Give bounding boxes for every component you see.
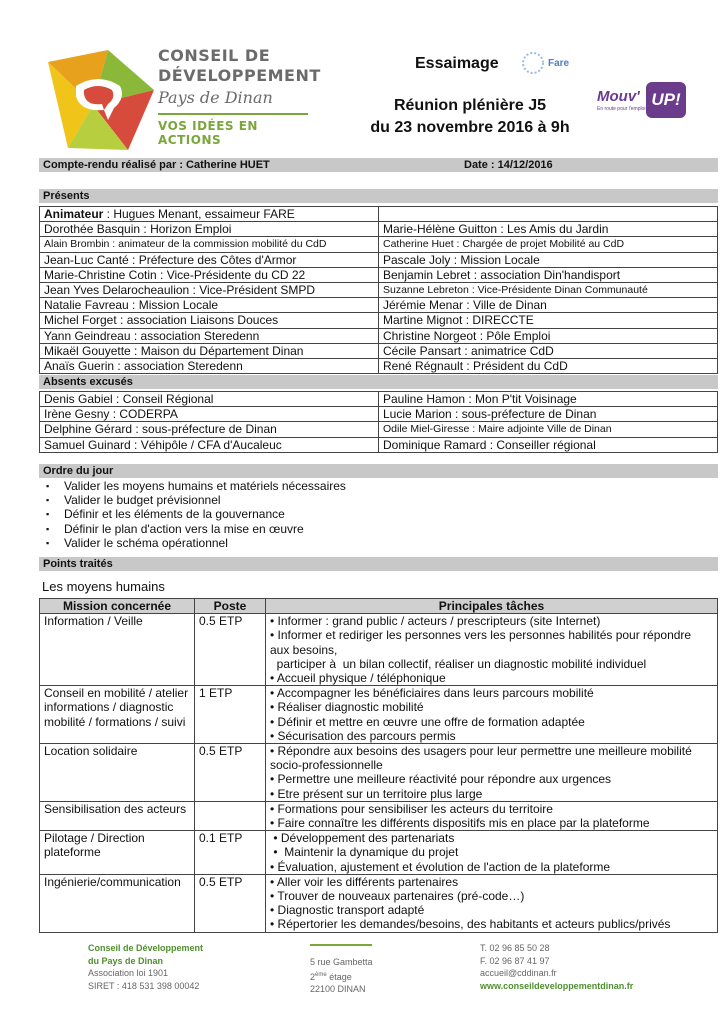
task-line: • Faire connaître les différents dispositifs mis en place par la plateforme: [270, 816, 650, 831]
empty-cell: [379, 207, 718, 222]
table-row: [40, 313, 718, 328]
meeting-line-2: du 23 novembre 2016 à 9h: [370, 119, 570, 136]
mouv-logo-subtitle: En route pour l'emploi: [597, 106, 646, 112]
table-row: [40, 222, 718, 237]
task-line: • Informer : grand public / acteurs / prescripteurs (site Internet): [270, 614, 601, 629]
person-left-cell: Irène Gesny : CODERPA: [40, 407, 379, 422]
table-row: [40, 207, 718, 222]
poste-cell: [195, 801, 266, 830]
table-row: [40, 437, 718, 452]
footer-city: 22100 DINAN: [310, 984, 366, 994]
person-left-cell: Denis Gabiel : Conseil Régional: [40, 392, 379, 407]
poste-cell: 1 ETP: [195, 686, 266, 744]
footer-floor: 2ème étage: [310, 971, 352, 982]
footer-org-name-2: du Pays de Dinan: [88, 955, 164, 966]
task-line: • Réaliser diagnostic mobilité: [270, 700, 424, 715]
task-line: • Répondre aux besoins des usagers pour leur permettre une meilleure mobilité socio-professionnelle: [270, 744, 696, 773]
mouv-logo-text: Mouv': [597, 88, 640, 105]
essaimage-title: Essaimage: [415, 55, 499, 72]
footer-tel: T. 02 96 85 50 28: [480, 943, 550, 953]
table-row: [40, 252, 718, 267]
table-header-row: [40, 599, 718, 614]
agenda-item: ▪ Définir le plan d'action vers la mise en œuvre: [46, 522, 346, 536]
person-right-cell: René Régnault : Président du CdD: [379, 359, 718, 374]
footer-siret: SIRET : 418 531 398 00042: [88, 980, 200, 991]
poste-cell: 0.5 ETP: [195, 744, 266, 802]
poste-cell: 0.5 ETP: [195, 874, 266, 932]
table-row: [40, 359, 718, 374]
person-left-cell: Marie-Christine Cotin : Vice-Présidente du CD 22: [40, 267, 379, 282]
agenda-item: ▪ Valider le budget prévisionnel: [46, 493, 346, 507]
table-row: [40, 267, 718, 282]
person-right-cell: Marie-Hélène Guitton : Les Amis du Jardin: [379, 222, 718, 237]
agenda-bar: [39, 464, 718, 478]
animateur-label: Animateur: [44, 207, 104, 221]
footer-org-status: Association loi 1901: [88, 968, 169, 978]
person-left-cell: Mikaël Gouyette : Maison du Département Dinan: [40, 343, 379, 358]
table-row: [40, 283, 718, 298]
task-line: • Informer et rediriger les personnes vers les personnes habilités pour répondre aux besoins,: [270, 628, 695, 657]
footer-org-name-1: Conseil de Développement: [88, 943, 204, 953]
fare-logo-text: Fare: [548, 58, 570, 69]
person-left-cell: Samuel Guinard : Véhipôle / CFA d'Aucaleuc: [40, 437, 379, 452]
tasks-cell: [266, 874, 718, 932]
person-right-cell: Martine Mignot : DIRECCTE: [379, 313, 718, 328]
speech-bubble-logo-icon: [48, 50, 154, 150]
agenda-item: ▪ Définir et les éléments de la gouvernance: [46, 507, 346, 521]
tasks-cell: [266, 614, 718, 686]
table-row: [40, 831, 718, 875]
presents-table: [39, 206, 718, 374]
tasks-cell: [266, 744, 718, 802]
poste-cell: 0.5 ETP: [195, 614, 266, 686]
footer-street: 5 rue Gambetta: [310, 957, 373, 967]
task-line: • Développement des partenariats: [270, 831, 455, 846]
task-line: • Maintenir la dynamique du projet: [270, 845, 459, 860]
task-line: • Répertorier les demandes/besoins, des habitants et acteurs publics/privés: [270, 917, 671, 932]
table-row: [40, 392, 718, 407]
agenda-title: Ordre du jour: [43, 465, 114, 477]
person-left-cell: Dorothée Basquin : Horizon Emploi: [40, 222, 379, 237]
table-row: [40, 686, 718, 744]
up-logo-badge: UP!: [646, 82, 686, 118]
footer-fax: F. 02 96 87 41 97: [480, 955, 550, 966]
mission-cell: Conseil en mobilité / atelier informations / diagnostic mobilité / formations / suivi: [40, 686, 195, 744]
cdd-logo: [48, 42, 321, 152]
task-line: • Etre présent sur un territoire plus large: [270, 786, 483, 801]
task-line: • Évaluation, ajustement et évolution de l'action de la plateforme: [270, 859, 611, 874]
person-right-cell: Catherine Huet : Chargée de projet Mobilité au CdD: [379, 237, 718, 252]
mission-cell: Sensibilisation des acteurs: [40, 801, 195, 830]
table-row: [40, 614, 718, 686]
person-left-cell: Anaïs Guerin : association Steredenn: [40, 359, 379, 374]
mission-cell: Location solidaire: [40, 744, 195, 802]
person-right-cell: Benjamin Lebret : association Din'handisport: [379, 267, 718, 282]
table-row: [40, 343, 718, 358]
person-right-cell: Christine Norgeot : Pôle Emploi: [379, 328, 718, 343]
person-left-cell: Jean-Luc Canté : Préfecture des Côtes d'Armor: [40, 252, 379, 267]
person-right-cell: Jérémie Menar : Ville de Dinan: [379, 298, 718, 313]
mission-cell: Ingénierie/communication: [40, 874, 195, 932]
logo-line-1: CONSEIL DE: [158, 46, 271, 65]
task-line: • Sécurisation des parcours permis: [270, 728, 456, 743]
person-right-cell: Pascale Joly : Mission Locale: [379, 252, 718, 267]
table-row: [40, 874, 718, 932]
task-line: • Diagnostic transport adapté: [270, 903, 425, 918]
person-right-cell: Pauline Hamon : Mon P'tit Voisinage: [379, 392, 718, 407]
footer-address: [310, 956, 373, 996]
task-line: • Définir et mettre en œuvre une offre de formation adaptée: [270, 714, 585, 729]
footer-website-link[interactable]: www.conseildeveloppementdinan.fr: [480, 980, 634, 991]
person-right-cell: Cécile Pansart : animatrice CdD: [379, 343, 718, 358]
tasks-table: [39, 598, 718, 933]
person-right-cell: Odile Miel-Giresse : Maire adjointe Ville de Dinan: [379, 422, 718, 437]
table-row: [40, 422, 718, 437]
person-left-cell: Jean Yves Delarocheaulion : Vice-Président SMPD: [40, 283, 379, 298]
footer-divider: [310, 944, 372, 946]
tasks-cell: [266, 831, 718, 875]
agenda-list: [46, 479, 346, 550]
header-poste: Poste: [195, 599, 266, 614]
footer-contact: [480, 942, 633, 992]
points-subtitle: Les moyens humains: [42, 579, 165, 594]
presents-title: Présents: [43, 190, 90, 202]
agenda-item: ▪ Valider le schéma opérationnel: [46, 536, 346, 550]
person-right-cell: Suzanne Lebreton : Vice-Présidente Dinan Communauté: [379, 283, 718, 298]
task-line: • Formations pour sensibiliser les acteurs du territoire: [270, 801, 553, 816]
absents-bar: [39, 375, 718, 389]
report-author: Compte-rendu réalisé par : Catherine HUET: [43, 159, 270, 171]
person-left-cell: Michel Forget : association Liaisons Douces: [40, 313, 379, 328]
meeting-line-1: Réunion plénière J5: [393, 97, 547, 114]
task-line: • Accueil physique / téléphonique: [270, 671, 446, 686]
report-date: Date : 14/12/2016: [464, 159, 553, 171]
task-line: • Permettre une meilleure réactivité pour répondre aux urgences: [270, 772, 612, 787]
report-bar: [39, 158, 718, 172]
table-row: [40, 407, 718, 422]
logo-line-2: DÉVELOPPEMENT: [158, 66, 321, 85]
logo-line-4: VOS IDÉES EN ACTIONS: [158, 119, 258, 147]
mission-cell: Pilotage / Direction plateforme: [40, 831, 195, 875]
table-row: [40, 328, 718, 343]
footer-email[interactable]: accueil@cddinan.fr: [480, 968, 557, 978]
logo-line-3: Pays de Dinan: [158, 88, 273, 107]
animateur-value: : Hugues Menant, essaimeur FARE: [103, 207, 295, 221]
agenda-item: ▪ Valider les moyens humains et matériels nécessaires: [46, 479, 346, 493]
points-title: Points traités: [43, 558, 113, 570]
person-left-cell: Yann Geindreau : association Steredenn: [40, 328, 379, 343]
table-row: [40, 237, 718, 252]
tasks-cell: [266, 801, 718, 830]
animateur-cell: [40, 207, 379, 222]
task-line: • Aller voir les différents partenaires: [270, 874, 459, 889]
meeting-title: [350, 95, 590, 139]
task-line: • Accompagner les bénéficiaires dans leurs parcours mobilité: [270, 686, 594, 701]
task-line: participer à un bilan collectif, réaliser un diagnostic mobilité individuel: [270, 656, 647, 671]
person-right-cell: Lucie Marion : sous-préfecture de Dinan: [379, 407, 718, 422]
absents-title: Absents excusés: [43, 376, 133, 388]
header-mission: Mission concernée: [40, 599, 195, 614]
presents-bar: [39, 189, 718, 203]
footer-org: [88, 942, 203, 992]
person-left-cell: Delphine Gérard : sous-préfecture de Dinan: [40, 422, 379, 437]
points-bar: [39, 557, 718, 571]
person-left-cell: Natalie Favreau : Mission Locale: [40, 298, 379, 313]
tasks-cell: [266, 686, 718, 744]
header-tasks: Principales tâches: [266, 599, 718, 614]
poste-cell: 0.1 ETP: [195, 831, 266, 875]
absents-table: [39, 391, 718, 453]
logo-divider: [158, 113, 308, 115]
task-line: • Trouver de nouveaux partenaires (pré-code…): [270, 889, 525, 904]
person-left-cell: Alain Brombin : animateur de la commission mobilité du CdD: [40, 237, 379, 252]
table-row: [40, 298, 718, 313]
table-row: [40, 801, 718, 830]
person-right-cell: Dominique Ramard : Conseiller régional: [379, 437, 718, 452]
table-row: [40, 744, 718, 802]
mission-cell: Information / Veille: [40, 614, 195, 686]
